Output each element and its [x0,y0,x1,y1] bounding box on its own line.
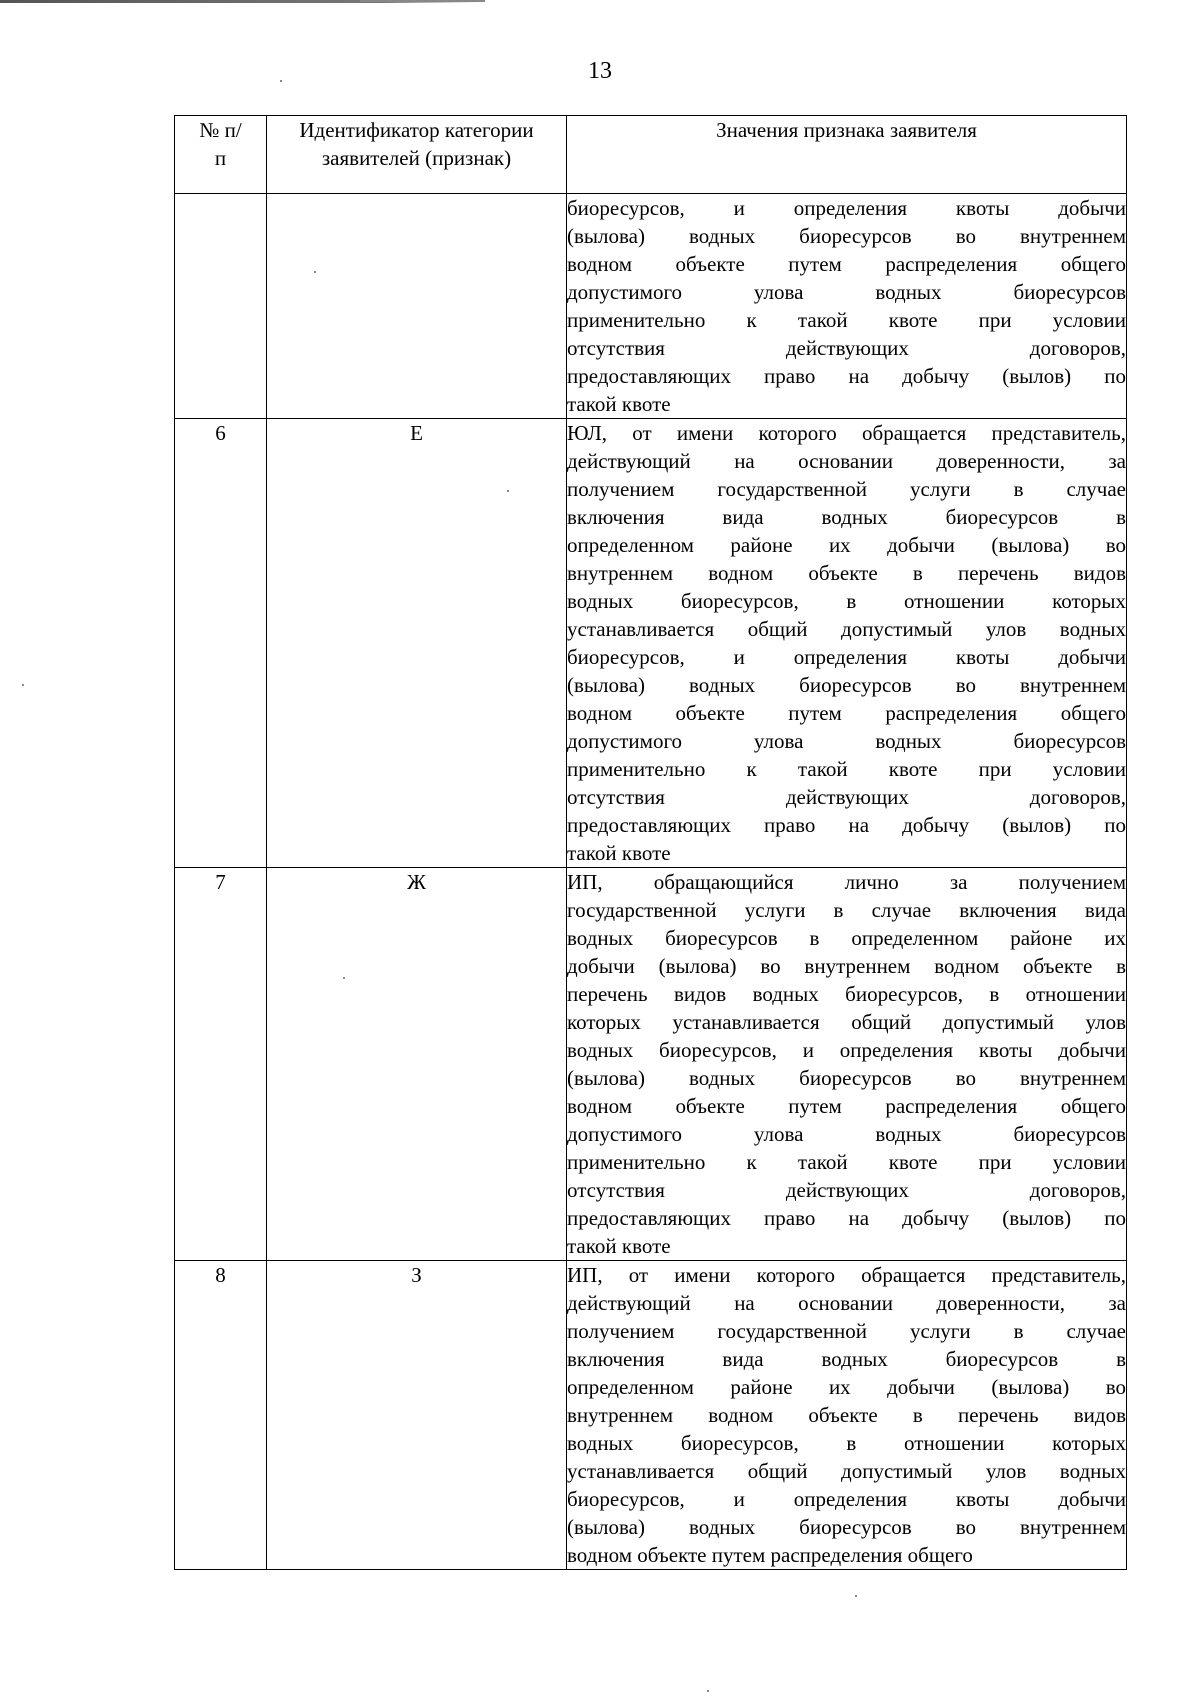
text-line: отсутствия действующих договоров, [567,785,1126,809]
text-line: допустимого улова водных биоресурсов [567,729,1126,753]
row-identifier: Е [267,419,567,868]
text-line: биоресурсов, и определения квоты добычи [567,196,1126,220]
row-identifier [267,194,567,419]
text-line: допустимого улова водных биоресурсов [567,1122,1126,1146]
row-values [567,194,1127,419]
scan-speck [855,1595,857,1597]
text-line: определенном районе их добычи (вылова) во [567,1375,1126,1399]
header-identifier-label: Идентификатор категории заявителей (признак) [299,118,534,170]
text-line: отсутствия действующих договоров, [567,1178,1126,1202]
text-line: предоставляющих право на добычу (вылов) по [567,813,1126,837]
text-line: которых устанавливается общий допустимый улов [567,1010,1126,1034]
row-num: 8 [175,1261,267,1570]
scan-speck [280,80,282,82]
text-line: ЮЛ, от имени которого обращается представитель, [567,421,1126,445]
text-line: водных биоресурсов, и определения квоты добычи [567,1038,1126,1062]
page-number: 13 [588,58,612,84]
row-num: 6 [175,419,267,868]
text-line: государственной услуги в случае включения вида [567,898,1126,922]
row-values [567,868,1127,1261]
header-values [567,116,1127,194]
scan-speck [22,684,24,686]
text-line: (вылова) водных биоресурсов во внутреннем [567,224,1126,248]
text-line: ИП, обращающийся лично за получением [567,870,1126,894]
row-identifier: З [267,1261,567,1570]
text-line: внутреннем водном объекте в перечень видов [567,1403,1126,1427]
text-line: водном объекте путем распределения общего [567,701,1126,725]
text-line: перечень видов водных биоресурсов, в отношении [567,982,1126,1006]
row-values [567,419,1127,868]
text-line: получением государственной услуги в случае [567,1319,1126,1343]
text-line: отсутствия действующих договоров, [567,336,1126,360]
text-line: действующий на основании доверенности, за [567,1291,1126,1315]
header-num-label: № п/п [199,118,242,170]
text-line: биоресурсов, и определения квоты добычи [567,645,1126,669]
table-row [175,194,1127,419]
text-line: допустимого улова водных биоресурсов [567,280,1126,304]
text-line: добычи (вылова) во внутреннем водном объекте в [567,954,1126,978]
table-header-row [175,116,1127,194]
text-line: предоставляющих право на добычу (вылов) по [567,1206,1126,1230]
text-line: водном объекте путем распределения общего [567,1543,973,1567]
text-line: устанавливается общий допустимый улов водных [567,617,1126,641]
scan-speck [343,977,345,979]
row-values [567,1261,1127,1570]
text-line: (вылова) водных биоресурсов во внутреннем [567,1066,1126,1090]
text-line: (вылова) водных биоресурсов во внутреннем [567,673,1126,697]
scan-speck [707,1690,709,1692]
text-line: такой квоте [567,1234,671,1258]
row-num [175,194,267,419]
text-line: применительно к такой квоте при условии [567,1150,1126,1174]
table-row [175,419,1127,868]
text-line: (вылова) водных биоресурсов во внутреннем [567,1515,1126,1539]
text-line: такой квоте [567,392,671,416]
table-row [175,1261,1127,1570]
text-line: водных биоресурсов в определенном районе их [567,926,1126,950]
text-line: применительно к такой квоте при условии [567,308,1126,332]
table-row [175,868,1127,1261]
text-line: предоставляющих право на добычу (вылов) по [567,364,1126,388]
text-line: внутреннем водном объекте в перечень видов [567,561,1126,585]
row-num: 7 [175,868,267,1261]
text-line: биоресурсов, и определения квоты добычи [567,1487,1126,1511]
applicant-categories-table [174,115,1127,1570]
text-line: применительно к такой квоте при условии [567,757,1126,781]
text-line: такой квоте [567,841,671,865]
text-line: получением государственной услуги в случае [567,477,1126,501]
scan-speck [507,490,509,492]
row-identifier: Ж [267,868,567,1261]
text-line: водных биоресурсов, в отношении которых [567,1431,1126,1455]
text-line: водных биоресурсов, в отношении которых [567,589,1126,613]
header-values-label: Значения признака заявителя [716,118,977,142]
text-line: водном объекте путем распределения общего [567,1094,1126,1118]
scan-artifact-top-2 [360,0,485,2]
text-line: устанавливается общий допустимый улов водных [567,1459,1126,1483]
header-identifier [267,116,567,194]
text-line: ИП, от имени которого обращается представитель, [567,1263,1126,1287]
text-line: водном объекте путем распределения общего [567,252,1126,276]
text-line: включения вида водных биоресурсов в [567,1347,1126,1371]
header-num [175,116,267,194]
scan-speck [314,271,316,273]
text-line: определенном районе их добычи (вылова) во [567,533,1126,557]
text-line: включения вида водных биоресурсов в [567,505,1126,529]
text-line: действующий на основании доверенности, за [567,449,1126,473]
